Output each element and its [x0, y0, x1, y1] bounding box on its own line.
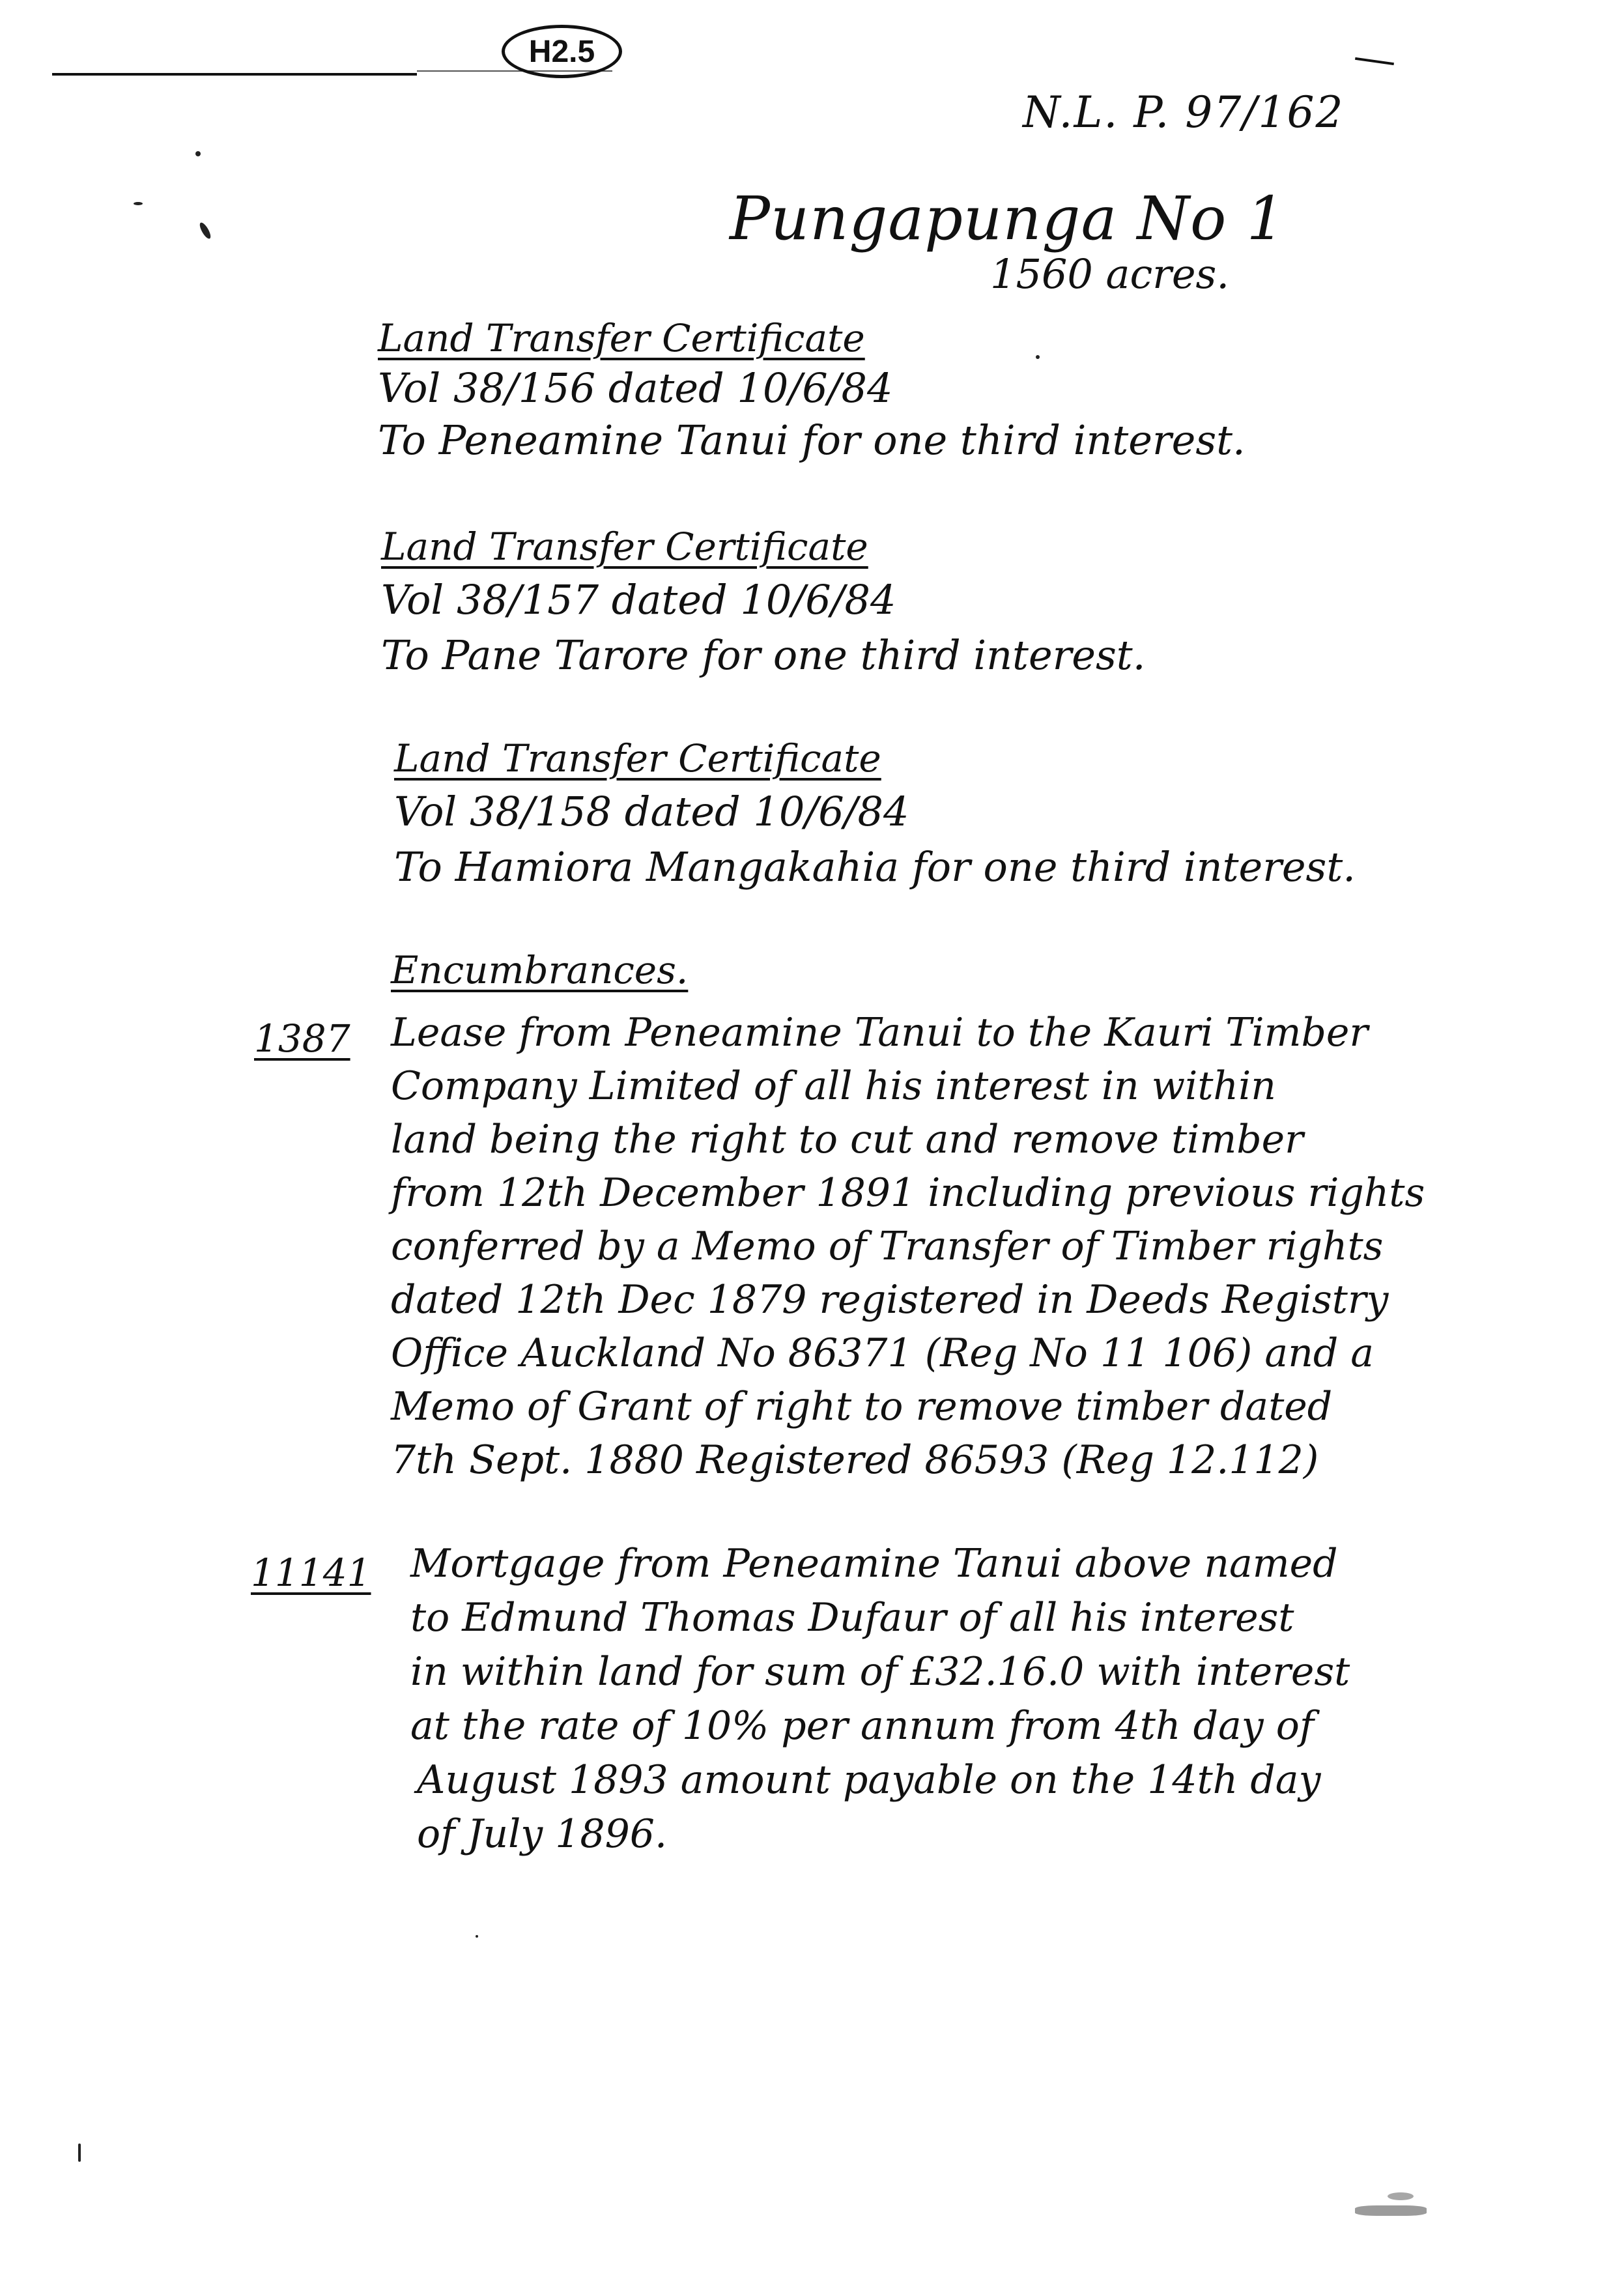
scan-speck [1388, 2192, 1414, 2200]
scan-speck [134, 202, 143, 205]
scan-speck [476, 1935, 478, 1938]
encumbrance-line: Lease from Peneamine Tanui to the Kauri Timber [391, 1010, 1369, 1055]
reference-number: N.L. P. 97/162 [1023, 87, 1345, 137]
encumbrance-line: in within land for sum of £32.16.0 with interest [410, 1649, 1350, 1695]
encumbrance-number: 11141 [251, 1551, 371, 1595]
certificate-volume: Vol 38/157 dated 10/6/84 [381, 576, 896, 624]
encumbrance-line: conferred by a Memo of Transfer of Timber rights [391, 1224, 1384, 1269]
scan-speck [1355, 2205, 1427, 2216]
circled-mark [502, 25, 622, 78]
top-right-rule [1355, 57, 1394, 65]
scan-speck [195, 151, 201, 156]
encumbrance-line: of July 1896. [417, 1811, 668, 1857]
scan-speck [78, 2144, 81, 2162]
scan-speck [1036, 355, 1040, 359]
encumbrance-line: Company Limited of all his interest in within [391, 1063, 1276, 1109]
top-left-rule [52, 73, 417, 76]
certificate-heading: Land Transfer Certificate [394, 736, 881, 781]
encumbrance-line: August 1893 amount payable on the 14th day [417, 1757, 1321, 1803]
encumbrance-line: dated 12th Dec 1879 registered in Deeds Registry [391, 1277, 1389, 1323]
encumbrance-line: from 12th December 1891 including previous rights [391, 1170, 1425, 1216]
certificate-holder: To Peneamine Tanui for one third interest. [378, 416, 1246, 464]
certificate-heading: Land Transfer Certificate [378, 316, 865, 360]
area-subtitle: 1560 acres. [990, 250, 1230, 298]
encumbrance-line: Office Auckland No 86371 (Reg No 11 106) and a [391, 1330, 1375, 1376]
encumbrances-heading: Encumbrances. [391, 948, 689, 992]
encumbrance-line: to Edmund Thomas Dufaur of all his interest [410, 1595, 1294, 1641]
scan-speck [198, 221, 213, 240]
encumbrance-line: 7th Sept. 1880 Registered 86593 (Reg 12.112) [391, 1437, 1319, 1483]
encumbrance-number: 1387 [254, 1016, 350, 1061]
certificate-volume: Vol 38/156 dated 10/6/84 [378, 364, 893, 412]
encumbrance-line: land being the right to cut and remove timber [391, 1117, 1303, 1162]
circled-mark-text: H2.5 [528, 34, 595, 69]
certificate-heading: Land Transfer Certificate [381, 524, 868, 569]
page-title: Pungapunga No 1 [730, 184, 1286, 253]
certificate-volume: Vol 38/158 dated 10/6/84 [394, 788, 909, 835]
encumbrance-line: at the rate of 10% per annum from 4th day of [410, 1703, 1315, 1749]
encumbrance-line: Mortgage from Peneamine Tanui above named [410, 1541, 1338, 1586]
certificate-holder: To Pane Tarore for one third interest. [381, 631, 1146, 679]
encumbrance-line: Memo of Grant of right to remove timber dated [391, 1384, 1333, 1429]
certificate-holder: To Hamiora Mangakahia for one third interest. [394, 843, 1356, 891]
